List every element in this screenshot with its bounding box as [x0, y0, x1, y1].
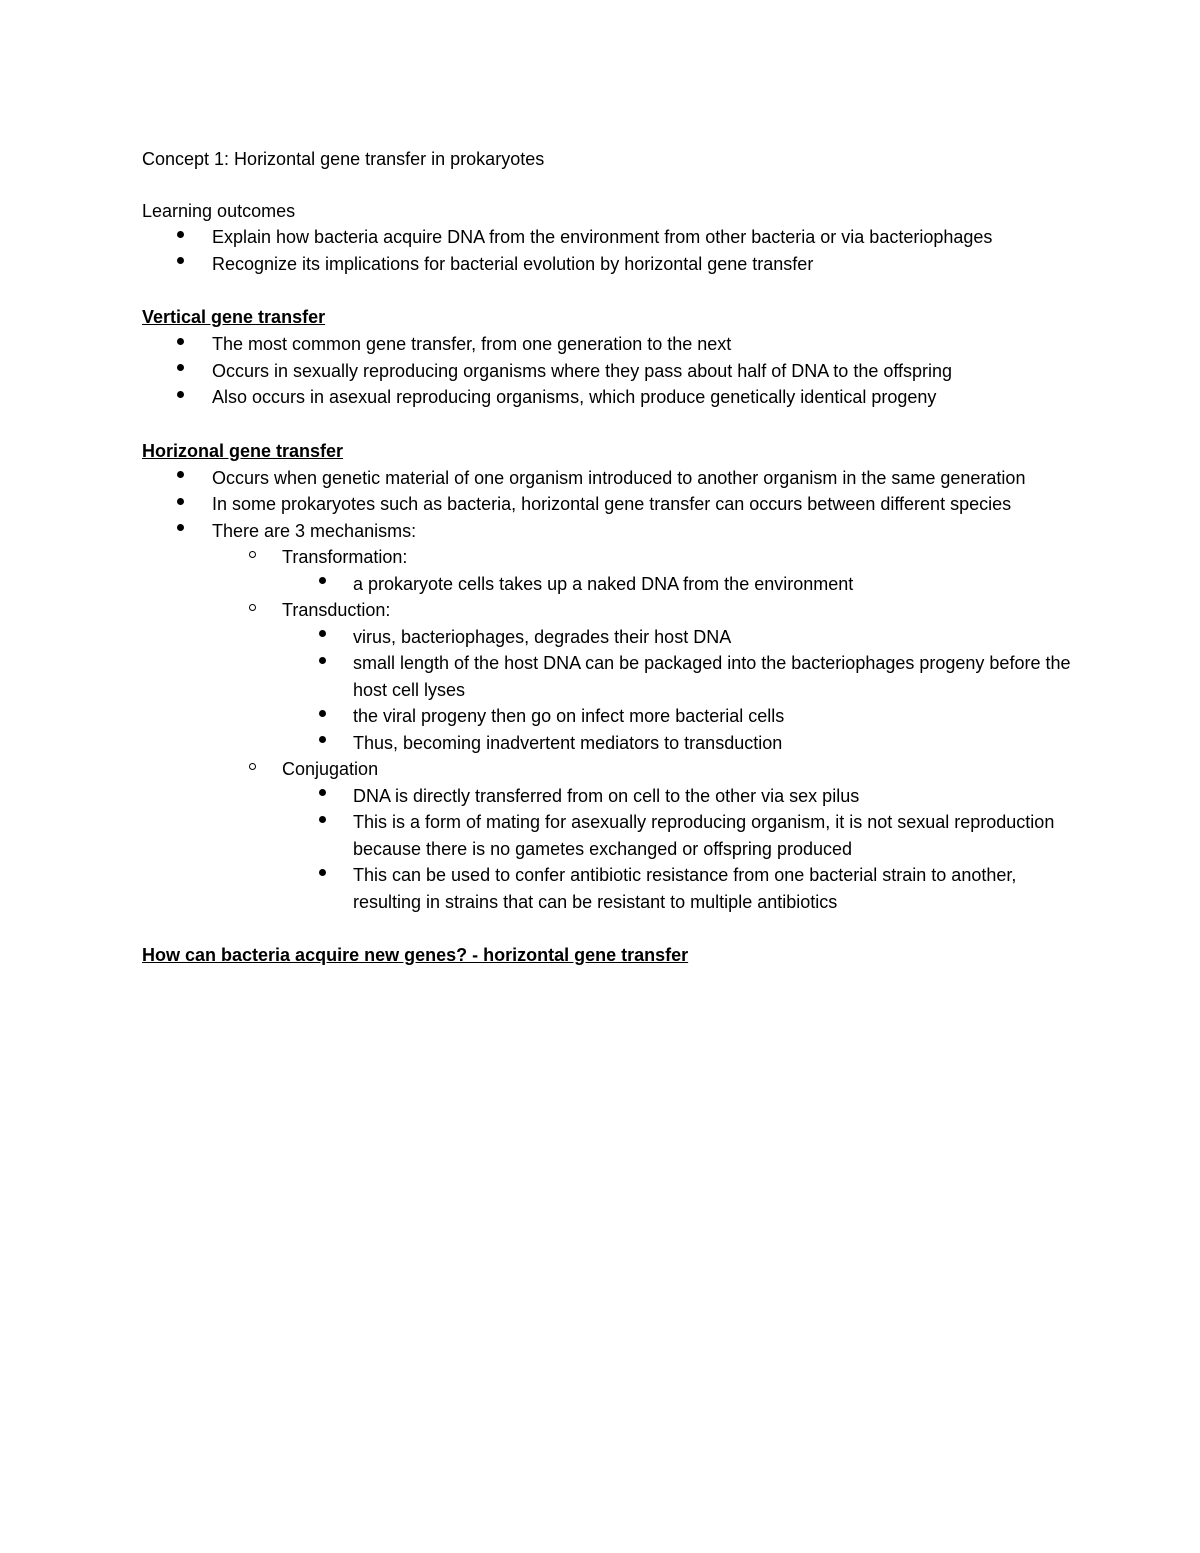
vertical-heading: Vertical gene transfer: [142, 307, 326, 327]
list-item-text: Occurs when genetic material of one organism introduced to another organism in the same generation: [212, 467, 1026, 488]
list-item: [142, 465, 1082, 492]
list-item-text: This is a form of mating for asexually reproducing organism, it is not sexual reproduction because there is no gametes exchanged or offspring produced: [353, 812, 1055, 859]
bullet-icon: [170, 465, 190, 492]
bullet-icon: [312, 571, 332, 598]
list-item: [142, 809, 1082, 862]
list-item-text: DNA is directly transferred from on cell to the other via sex pilus: [353, 785, 860, 806]
list-item-text: a prokaryote cells takes up a naked DNA from the environment: [353, 573, 854, 594]
mechanism-item: [142, 597, 1082, 624]
bullet-icon: [312, 862, 332, 889]
bullet-icon: [312, 703, 332, 730]
bullet-icon: [312, 730, 332, 757]
horizontal-list: [142, 465, 1082, 916]
bullet-icon: [170, 491, 190, 518]
mechanism-item: [142, 756, 1082, 783]
spacer: [142, 915, 1082, 941]
list-item-text: Recognize its implications for bacterial evolution by horizontal gene transfer: [212, 253, 814, 274]
list-item-text: small length of the host DNA can be packaged into the bacteriophages progeny before the host cell lyses: [353, 653, 1071, 700]
mechanism-item: [142, 544, 1082, 571]
bullet-icon: [170, 384, 190, 411]
mechanism-name: Transformation:: [282, 547, 408, 567]
list-item: [142, 518, 1082, 545]
list-item-text: The most common gene transfer, from one generation to the next: [212, 334, 732, 354]
spacer: [142, 411, 1082, 437]
list-item: [142, 384, 1082, 411]
vertical-list: [142, 331, 1082, 411]
horizontal-heading: Horizonal gene transfer: [142, 440, 344, 461]
question-heading: How can bacteria acquire new genes? - horizontal gene transfer: [142, 945, 689, 965]
list-item: [142, 703, 1082, 730]
spacer: [142, 172, 1082, 198]
list-item-text: Explain how bacteria acquire DNA from the environment from other bacteria or via bacteriophages: [212, 227, 993, 247]
bullet-icon: [312, 809, 332, 836]
list-item-text: the viral progeny then go on infect more bacterial cells: [353, 706, 785, 726]
hollow-bullet-icon: [242, 597, 262, 624]
list-item: [142, 571, 1082, 598]
list-item-text: Occurs in sexually reproducing organisms where they pass about half of DNA to the offspring: [212, 360, 953, 381]
hollow-bullet-icon: [242, 544, 262, 571]
list-item-text: There are 3 mechanisms:: [212, 520, 417, 541]
hollow-bullet-icon: [242, 756, 262, 783]
mechanism-name: Conjugation: [282, 759, 379, 779]
list-item-text: virus, bacteriophages, degrades their host DNA: [353, 626, 732, 647]
list-item: [142, 331, 1082, 358]
spacer: [142, 277, 1082, 303]
list-item: [142, 783, 1082, 810]
list-item: [142, 650, 1082, 703]
bullet-icon: [170, 251, 190, 278]
bullet-icon: [312, 783, 332, 810]
list-item: [142, 624, 1082, 651]
bullet-icon: [170, 224, 190, 251]
bullet-icon: [170, 518, 190, 545]
learning-outcomes-list: [142, 224, 1082, 277]
list-item: [142, 491, 1082, 518]
list-item: [142, 730, 1082, 757]
list-item-text: Thus, becoming inadvertent mediators to transduction: [353, 732, 783, 753]
list-item-text: This can be used to confer antibiotic resistance from one bacterial strain to another, resulting in strains that can be resistant to multiple antibiotics: [353, 865, 1017, 912]
list-item-text: In some prokaryotes such as bacteria, horizontal gene transfer can occurs between different species: [212, 494, 1012, 514]
list-item: [142, 862, 1082, 915]
learning-outcomes-label: Learning outcomes: [142, 201, 296, 221]
list-item-text: Also occurs in asexual reproducing organisms, which produce genetically identical progeny: [212, 387, 937, 407]
document-title: Concept 1: Horizontal gene transfer in prokaryotes: [142, 149, 545, 169]
mechanism-name: Transduction:: [282, 600, 391, 620]
bullet-icon: [312, 624, 332, 651]
bullet-icon: [312, 650, 332, 677]
document-page: [142, 146, 1082, 969]
bullet-icon: [170, 358, 190, 385]
list-item: [142, 251, 1082, 278]
list-item: [142, 358, 1082, 385]
list-item: [142, 224, 1082, 251]
bullet-icon: [170, 331, 190, 358]
